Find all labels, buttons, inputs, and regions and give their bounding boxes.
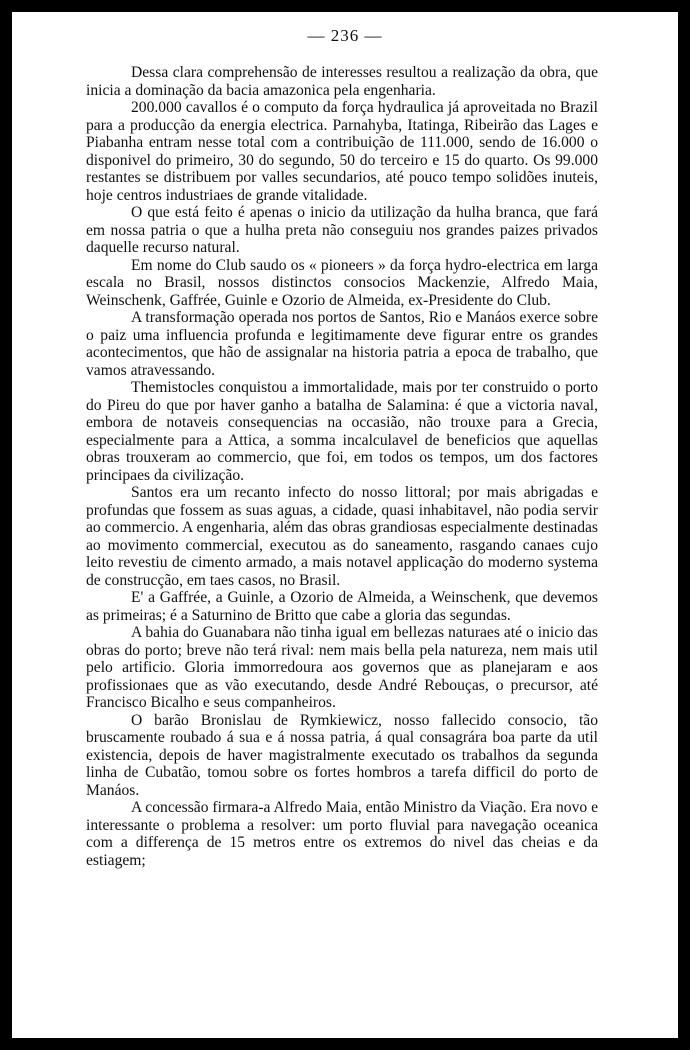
body-text bbox=[86, 64, 598, 869]
page-number: — 236 — bbox=[307, 26, 383, 45]
book-page bbox=[12, 12, 678, 1038]
paragraph: A transformação operada nos portos de Santos, Rio e Manáos exerce sobre o paiz uma influencia profunda e legitimamente deve figurar entre os grandes acontecimentos, que hão de assignalar na historia patria a epoca de trabalho, que vamos atravessando. bbox=[86, 309, 598, 379]
paragraph: Themistocles conquistou a immortalidade, mais por ter construido o porto do Pireu do que por haver ganho a batalha de Salamina: é que a victoria naval, embora de notaveis consequencias na occasião, não trouxe para a Grecia, especialmente para a Attica, a somma incalculavel de beneficios que aquellas obras trouxeram ao commercio, que foi, em todos os tempos, um dos factores principaes da civilização. bbox=[86, 379, 598, 484]
paragraph: O barão Bronislau de Rymkiewicz, nosso fallecido consocio, tão bruscamente roubado á sua e á nossa patria, á qual consagrára boa parte da util existencia, depois de haver magistralmente executado os trabalhos da segunda linha de Cubatão, tomou sobre os fortes hombros a tarefa difficil do porto de Manáos. bbox=[86, 711, 598, 799]
paragraph: Santos era um recanto infecto do nosso littoral; por mais abrigadas e profundas que fossem as suas aguas, a cidade, quasi inhabitavel, não podia servir ao commercio. A engenharia, além das obras grandiosas especialmente destinadas ao movimento commercial, executou as do saneamento, rasgando canaes cujo leito revestiu de cimento armado, a mais notavel applicação do moderno systema de construcção, em taes casos, no Brasil. bbox=[86, 484, 598, 589]
paragraph: Dessa clara comprehensão de interesses resultou a realização da obra, que inicia a dominação da bacia amazonica pela engenharia. bbox=[86, 64, 598, 99]
paragraph: E' a Gaffrée, a Guinle, a Ozorio de Almeida, a Weinschenk, que devemos as primeiras; é a Saturnino de Britto que cabe a gloria das segundas. bbox=[86, 589, 598, 624]
paragraph: Em nome do Club saudo os « pioneers » da força hydro-electrica em larga escala no Brasil, nossos distinctos consocios Mackenzie, Alfredo Maia, Weinschenk, Gaffrée, Guinle e Ozorio de Almeida, ex-Presidente do Club. bbox=[86, 256, 598, 309]
paragraph: A concessão firmara-a Alfredo Maia, então Ministro da Viação. Era novo e interessante o problema a resolver: um porto fluvial para navegação oceanica com a differença de 15 metros entre os extremos do nivel das cheias e da estiagem; bbox=[86, 799, 598, 869]
paragraph: O que está feito é apenas o inicio da utilização da hulha branca, que fará em nossa patria o que a hulha preta não conseguiu nos grandes paizes privados daquelle recurso natural. bbox=[86, 204, 598, 256]
paragraph: 200.000 cavallos é o computo da força hydraulica já aproveitada no Brazil para a producção da energia electrica. Parnahyba, Itatinga, Ribeirão das Lages e Piabanha entram nesse total com a contribuição de 111.000, sendo de 16.000 o disponivel do primeiro, 30 do segundo, 50 do terceiro e 15 do quarto. Os 99.000 restantes se distribuem por valles secundarios, até pouco tempo solidões inuteis, hoje centros industriaes de grande vitalidade. bbox=[86, 99, 598, 204]
paragraph: A bahia do Guanabara não tinha igual em bellezas naturaes até o inicio das obras do porto; breve não terá rival: nem mais bella pela natureza, nem mais util pelo artificio. Gloria immorredoura aos governos que as planejaram e aos profissionaes que as vão executando, desde André Rebouças, o precursor, até Francisco Bicalho e seus companheiros. bbox=[86, 624, 598, 711]
